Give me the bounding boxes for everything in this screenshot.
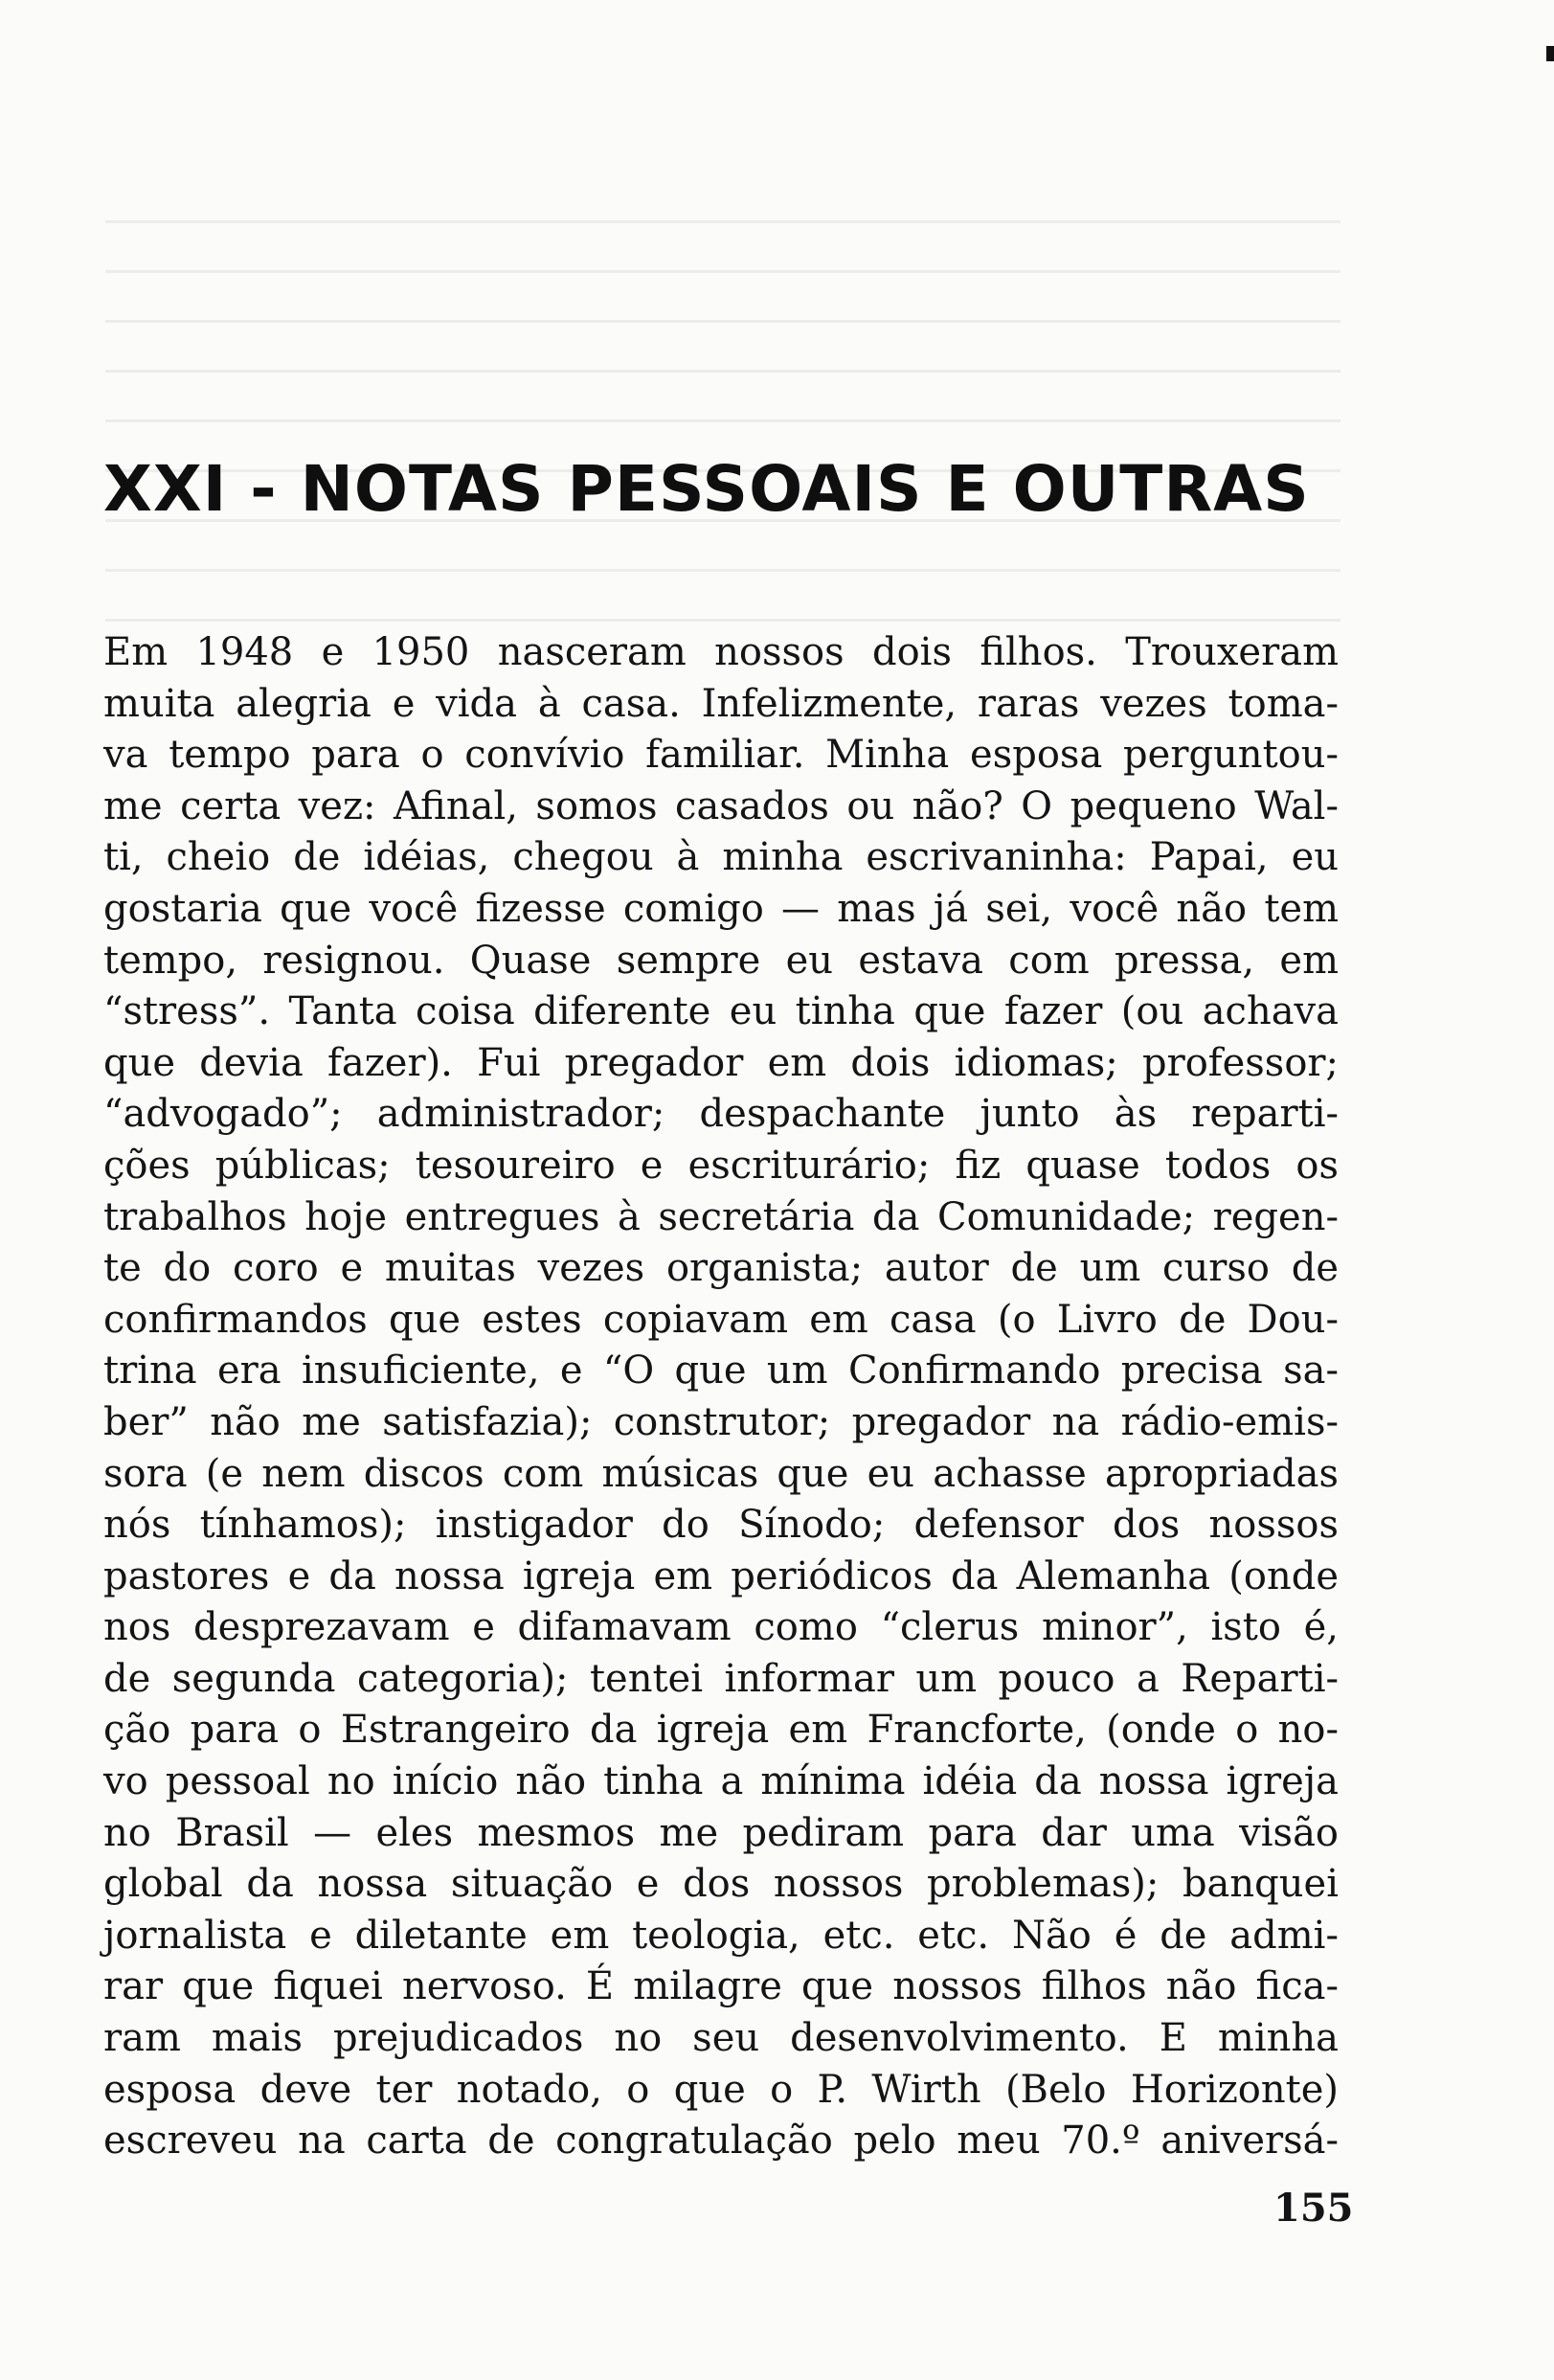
text-line: de segunda categoria); tentei informar um pouco a Reparti-	[103, 1656, 1339, 1701]
text-line: escreveu na carta de congratulação pelo meu 70.º aniversá-	[103, 2119, 1339, 2164]
text-line: ção para o Estrangeiro da igreja em Francforte, (onde o no-	[103, 1708, 1339, 1753]
text-line: pastores e da nossa igreja em periódicos da Alemanha (onde	[103, 1553, 1339, 1598]
text-line: no Brasil — eles mesmos me pediram para dar uma visão	[103, 1810, 1339, 1855]
text-line: ções públicas; tesoureiro e escriturário; fiz quase todos os	[103, 1143, 1339, 1188]
scan-edge-mark	[1546, 46, 1554, 61]
bleed-through-texture	[105, 220, 1340, 632]
text-line: “advogado”; administrador; despachante junto às reparti-	[103, 1092, 1339, 1137]
text-line: nós tínhamos); instigador do Sínodo; defensor dos nossos	[103, 1503, 1339, 1548]
text-line: esposa deve ter notado, o que o P. Wirth (Belo Horizonte)	[103, 2067, 1339, 2112]
text-line: trabalhos hoje entregues à secretária da Comunidade; regen-	[103, 1194, 1339, 1239]
text-line: sora (e nem discos com músicas que eu achasse apropriadas	[103, 1451, 1339, 1496]
text-line: gostaria que você fizesse comigo — mas já sei, você não tem	[103, 886, 1339, 931]
text-line: ti, cheio de idéias, chegou à minha escrivaninha: Papai, eu	[103, 835, 1339, 880]
text-line: vo pessoal no início não tinha a mínima idéia da nossa igreja	[103, 1759, 1339, 1804]
text-line: tempo, resignou. Quase sempre eu estava com pressa, em	[103, 938, 1339, 983]
text-line: global da nossa situação e dos nossos problemas); banquei	[103, 1862, 1339, 1907]
text-line: rar que fiquei nervoso. É milagre que nossos filhos não fica-	[103, 1964, 1339, 2009]
text-line: “stress”. Tanta coisa diferente eu tinha que fazer (ou achava	[103, 989, 1339, 1034]
body-paragraph	[103, 627, 1339, 2167]
text-line: nos desprezavam e difamavam como “clerus minor”, isto é,	[103, 1605, 1339, 1650]
text-line: muita alegria e vida à casa. Infelizmente, raras vezes toma-	[103, 681, 1339, 726]
text-line: jornalista e diletante em teologia, etc. etc. Não é de admi-	[103, 1913, 1339, 1958]
text-line: ber” não me satisfazia); construtor; pregador na rádio-emis-	[103, 1399, 1339, 1444]
text-line: confirmandos que estes copiavam em casa (o Livro de Dou-	[103, 1297, 1339, 1342]
page-number: 155	[1273, 2186, 1354, 2231]
text-line: te do coro e muitas vezes organista; autor de um curso de	[103, 1246, 1339, 1291]
text-line: trina era insuficiente, e “O que um Confirmando precisa sa-	[103, 1349, 1339, 1394]
text-line: ram mais prejudicados no seu desenvolvimento. E minha	[103, 2016, 1339, 2061]
text-line: que devia fazer). Fui pregador em dois idiomas; professor;	[103, 1040, 1339, 1085]
text-line: me certa vez: Afinal, somos casados ou não? O pequeno Wal-	[103, 783, 1339, 828]
chapter-title: XXI - NOTAS PESSOAIS E OUTRAS	[103, 452, 1310, 526]
text-line: va tempo para o convívio familiar. Minha esposa perguntou-	[103, 733, 1339, 778]
text-line: Em 1948 e 1950 nasceram nossos dois filhos. Trouxeram	[103, 630, 1339, 674]
